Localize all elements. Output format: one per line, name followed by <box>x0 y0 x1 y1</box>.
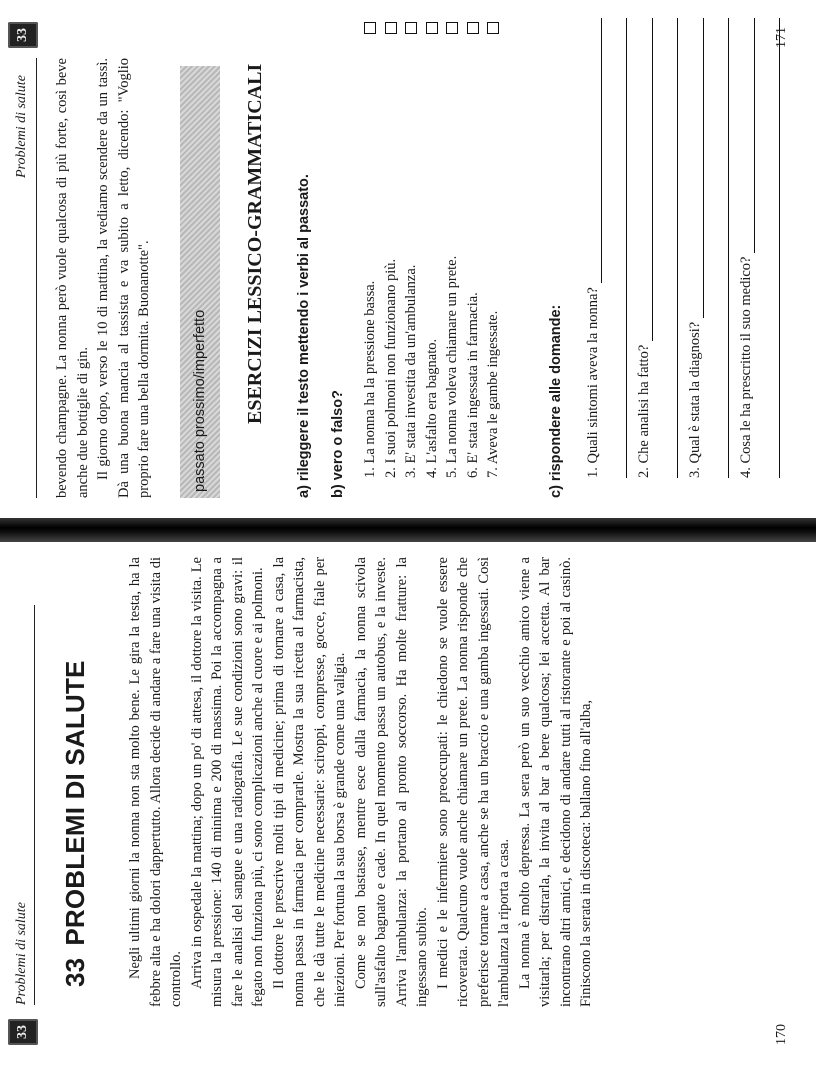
chapter-icon <box>8 22 38 48</box>
true-false-statement: 7. Aveva le gambe ingessate. <box>485 310 501 478</box>
question-item <box>580 18 631 478</box>
chapter-icon <box>8 1019 38 1045</box>
chapter-title-text: PROBLEMI DI SALUTE <box>60 660 90 946</box>
exercise-c-instruction: c) rispondere alle domande: <box>548 304 564 498</box>
question-item <box>631 18 682 478</box>
question-text: 1. Quali sintomi aveva la nonna? <box>585 287 601 478</box>
story-paragraph: bevendo champagne. La nonna però vuole qualcosa di più forte, così beve anche due bottiglie di gin. <box>54 58 91 498</box>
list-item <box>483 18 504 478</box>
chapter-icon-number: 33 <box>15 28 30 42</box>
question-text: 3. Qual è stata la diagnosi? <box>687 321 703 478</box>
grammar-topic-label: passato prossimo/imperfetto <box>192 309 208 492</box>
page-number: 171 <box>774 27 789 48</box>
answer-checkbox[interactable] <box>426 22 438 34</box>
answer-line[interactable] <box>704 18 729 478</box>
list-item <box>360 18 381 478</box>
exercise-a-instruction: a) rileggere il testo mettendo i verbi al passato. <box>296 174 312 498</box>
answer-line[interactable] <box>602 18 627 478</box>
question-item <box>733 18 784 478</box>
answer-line[interactable] <box>738 18 755 253</box>
story-text <box>125 557 597 1007</box>
answer-checkbox[interactable] <box>467 22 479 34</box>
answer-line[interactable] <box>755 18 780 478</box>
list-item <box>422 18 443 478</box>
running-header: Problemi di salute <box>14 902 29 1005</box>
answer-checkbox[interactable] <box>446 22 458 34</box>
answer-line[interactable] <box>653 18 678 478</box>
question-text: 2. Che analisi ha fatto? <box>636 344 652 478</box>
chapter-number: 33 <box>60 957 90 987</box>
story-continuation <box>52 58 155 498</box>
question-text: 4. Cosa le ha prescritto il suo medico? <box>738 256 754 478</box>
questions-list <box>580 18 784 478</box>
story-paragraph: Come se non bastasse, mentre esce dalla farmacia, la nonna scivola sull'asfalto bagnato e cade. In quel momento passa un autobus, e la investe. Arriva l'ambulanza: la portano al pronto soccorso. Ha molte fratture: la ingessano subito. <box>352 557 430 1007</box>
true-false-statement: 1. La nonna ha la pressione bassa. <box>362 280 378 478</box>
book-spine <box>0 518 816 542</box>
story-paragraph: Arriva in ospedale la mattina; dopo un po' di attesa, il dottore la visita. Le misura la pressione: 140 di minima e 200 di massima. Poi la accompagna a fare le analisi del sangue e una radiografia. Le sue condizioni sono gravi: il fegato non funziona più, ci sono complicazioni anche al cuore e ai polmoni. <box>188 557 266 1007</box>
list-item <box>401 18 422 478</box>
true-false-statement: 4. L'asfalto era bagnato. <box>423 338 440 478</box>
true-false-statement: 6. E' stata ingessata in farmacia. <box>464 292 481 478</box>
question-item <box>682 18 733 478</box>
left-page <box>0 542 816 1067</box>
list-item <box>381 18 402 478</box>
exercise-b-instruction: b) vero o falso? <box>330 390 346 498</box>
page-number: 170 <box>774 1024 789 1045</box>
grammar-topic-banner <box>180 66 220 498</box>
story-paragraph: Il giorno dopo, verso le 10 di mattina, la vediamo scendere da un tassì. Dà una buona mancia al tassista e va subito a letto, dicendo: "Voglio proprio fare una bella dormita. Buonanotte". <box>95 58 152 498</box>
header-rule <box>36 58 37 498</box>
true-false-statement: 2. I suoi polmoni non funzionano più. <box>382 258 399 478</box>
header-rule <box>34 605 35 1005</box>
answer-checkbox[interactable] <box>385 22 397 34</box>
exercises-title: ESERCIZI LESSICO-GRAMMATICALI <box>244 63 266 424</box>
true-false-list <box>360 18 504 478</box>
story-paragraph: La nonna è molto depressa. La sera però un suo vecchio amico viene a visitarla; per distrarla, la invita al bar a bere qualcosa; lei accetta. Al bar incontrano altri amici, e decidono di andare tutti al ristorante e poi al casinò. Finiscono la serata in discoteca: ballano fino all'alba, <box>516 557 594 1007</box>
story-paragraph: I medici e le infermiere sono preoccupati: le chiedono se vuole essere ricoverata. Qualcuno vuole anche chiamare un prete. La nonna risponde che preferisce tornare a casa, anche se ha un braccio e una gamba ingessati. Così l'ambulanza la riporta a casa. <box>434 557 512 1007</box>
story-paragraph: Il dottore le prescrive molti tipi di medicine; prima di tornare a casa, la nonna passa in farmacia per comprarle. Mostra la sua ricetta al farmacista, che le dà tutte le medicine necessarie: sciroppi, compresse, gocce, fiale per iniezioni. Per fortuna la sua borsa è grande come una valigia. <box>270 557 348 1007</box>
list-item <box>463 18 484 478</box>
running-header: Problemi di salute <box>14 75 29 178</box>
list-item <box>442 18 463 478</box>
answer-line[interactable] <box>687 18 704 318</box>
answer-line[interactable] <box>636 18 653 341</box>
answer-line[interactable] <box>585 18 602 283</box>
true-false-statement: 3. E' stata investita da un'ambulanza. <box>403 264 419 478</box>
chapter-title <box>60 660 91 987</box>
answer-checkbox[interactable] <box>487 22 499 34</box>
answer-checkbox[interactable] <box>405 22 417 34</box>
chapter-icon-number: 33 <box>15 1025 30 1039</box>
answer-checkbox[interactable] <box>364 22 376 34</box>
true-false-statement: 5. La nonna voleva chiamare un prete. <box>444 255 460 478</box>
right-page <box>0 0 816 518</box>
story-paragraph: Negli ultimi giorni la nonna non sta molto bene. Le gira la testa, ha la febbre alta e ha dolori dappertutto. Allora decide di andare a fare una visita di controllo. <box>127 557 184 1007</box>
